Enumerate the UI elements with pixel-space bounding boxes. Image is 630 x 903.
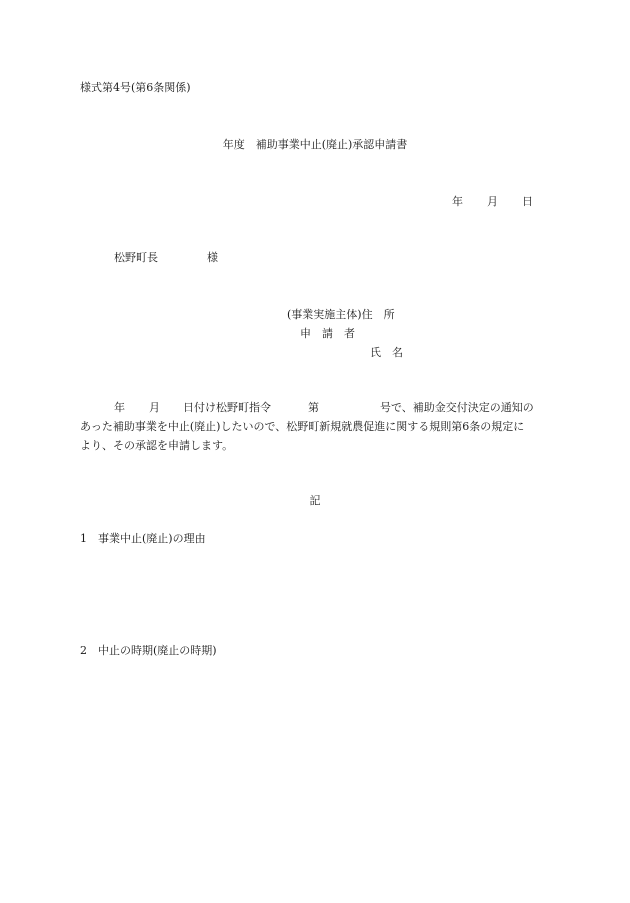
body-line-3: より、その承認を申請します。 bbox=[80, 439, 234, 452]
item-2-number: 2 bbox=[80, 644, 87, 657]
applicant-address-label: (事業実施主体)住 所 bbox=[287, 308, 395, 321]
body-month: 月 bbox=[149, 401, 160, 414]
item-1-number: 1 bbox=[80, 532, 87, 545]
form-number: 様式第4号(第6条関係) bbox=[80, 81, 191, 94]
body-number-suffix: 号で、補助金交付決定の通知の bbox=[380, 401, 534, 414]
document-title: 年度 補助事業中止(廃止)承認申請書 bbox=[222, 138, 408, 151]
addressee-name: 松野町長 bbox=[114, 251, 158, 264]
addressee-honorific: 様 bbox=[207, 251, 218, 264]
date-month: 月 bbox=[487, 195, 498, 208]
body-year: 年 bbox=[114, 401, 125, 414]
body-day-text: 日付け松野町指令 bbox=[183, 401, 271, 414]
item-1-label: 事業中止(廃止)の理由 bbox=[98, 532, 206, 545]
date-day: 日 bbox=[522, 195, 533, 208]
applicant-name-label: 氏 名 bbox=[370, 346, 403, 359]
date-year: 年 bbox=[452, 195, 463, 208]
item-2-label: 中止の時期(廃止の時期) bbox=[98, 644, 217, 657]
applicant-label: 申 請 者 bbox=[300, 327, 355, 340]
body-line-2: あった補助事業を中止(廃止)したいので、松野町新規就農促進に関する規則第6条の規定に bbox=[80, 420, 525, 433]
ki-heading: 記 bbox=[309, 494, 321, 507]
body-number-prefix: 第 bbox=[308, 401, 319, 414]
